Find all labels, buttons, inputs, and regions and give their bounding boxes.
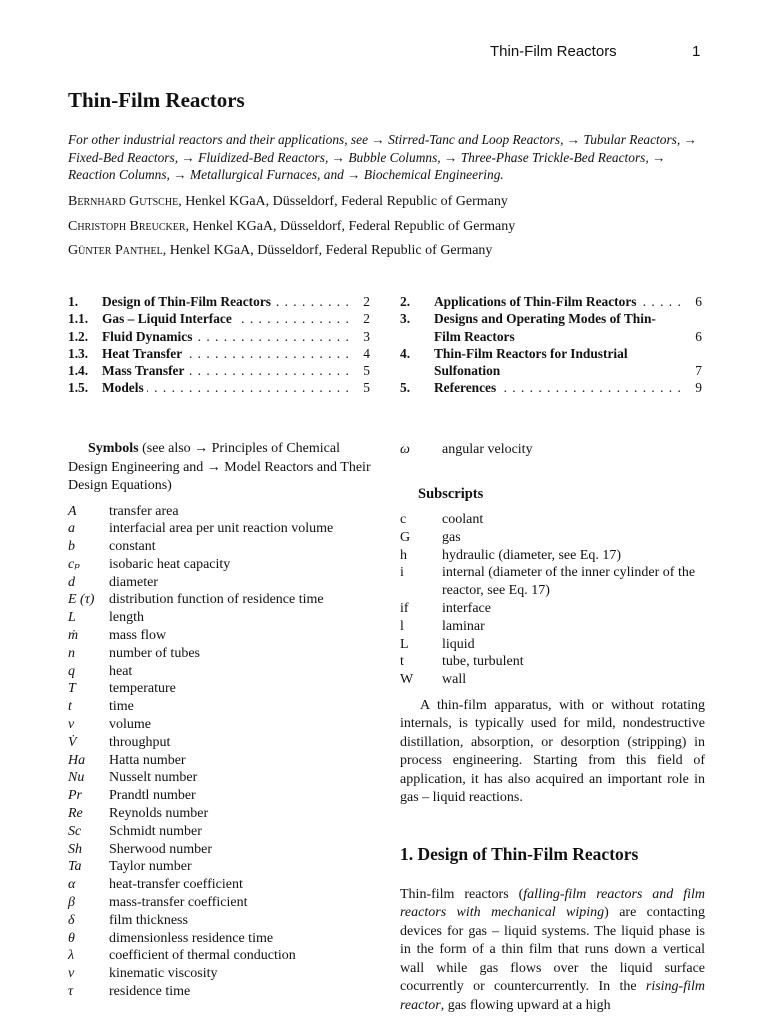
- subscript-row: [400, 511, 705, 529]
- right-column: [400, 440, 705, 1015]
- toc-title: Design of Thin-Film Reactors: [102, 294, 274, 309]
- symbol: T: [68, 681, 76, 697]
- symbol-row: [68, 663, 373, 681]
- table-of-contents-left: [68, 293, 370, 397]
- subscript-key: L: [400, 636, 409, 652]
- subscript-row: [400, 653, 705, 671]
- toc-title: Models: [102, 380, 147, 395]
- toc-page: 5: [363, 380, 370, 396]
- symbol-row: [68, 930, 373, 948]
- symbol: d: [68, 574, 75, 590]
- symbol-row: [68, 503, 373, 521]
- toc-number: 1.4.: [68, 363, 89, 379]
- symbols-see-also: (see also → Principles of Chemical Design Engineering and → Model Reactors and Their Design Equations): [68, 441, 371, 493]
- symbol-row: [68, 823, 373, 841]
- symbol-definition: Prandtl number: [109, 788, 196, 804]
- toc-title: Applications of Thin-Film Reactors: [434, 294, 639, 309]
- symbol-row: [68, 680, 373, 698]
- symbol: α: [68, 877, 76, 893]
- subscript-row: [400, 671, 705, 689]
- toc-number: 2.: [400, 294, 411, 309]
- subscript-key: i: [400, 565, 404, 581]
- toc-entry[interactable]: [68, 293, 370, 310]
- symbol-row: [68, 627, 373, 645]
- section-heading: 1. Design of Thin-Film Reactors: [400, 843, 639, 864]
- symbol: τ: [68, 984, 74, 1000]
- symbol-row: [68, 787, 373, 805]
- symbol-row: [68, 894, 373, 912]
- toc-title: Thin-Film Reactors for Industrial Sulfonation: [434, 345, 628, 379]
- subscript-list: [400, 511, 705, 689]
- symbol-row: [400, 440, 705, 459]
- symbol-definition: mass flow: [109, 628, 167, 644]
- symbol-row: [68, 609, 373, 627]
- author-line: [68, 193, 708, 218]
- symbol-row: [68, 912, 373, 930]
- subscripts-heading: Subscripts: [418, 486, 484, 502]
- symbol: δ: [68, 912, 75, 928]
- toc-page: 4: [363, 345, 370, 361]
- symbol-row: [68, 947, 373, 965]
- symbol-definition: diameter: [109, 574, 158, 590]
- running-header-title: Thin-Film Reactors: [490, 43, 617, 60]
- symbol-definition: temperature: [109, 681, 176, 697]
- emphasis-text: rising-film reactor: [400, 979, 705, 1013]
- symbol-definition: Taylor number: [109, 859, 192, 875]
- symbol-definition: Hatta number: [109, 752, 186, 768]
- symbol-definition: number of tubes: [109, 645, 200, 661]
- toc-page: 3: [363, 328, 370, 344]
- author-name: Günter Panthel: [68, 243, 163, 258]
- symbol-definition: mass-transfer coefficient: [109, 895, 248, 911]
- subscript-row: [400, 600, 705, 618]
- symbol-definition: interfacial area per unit reaction volume: [109, 521, 334, 537]
- toc-number: 1.3.: [68, 345, 89, 361]
- author-name: Christoph Breucker: [68, 218, 186, 234]
- author-list: [68, 193, 708, 267]
- symbol-definition: distribution function of residence time: [109, 592, 324, 608]
- symbol: ṁ: [68, 628, 79, 644]
- subscript-key: W: [400, 672, 414, 688]
- article-title: Thin-Film Reactors: [68, 88, 245, 112]
- text-run: Thin-film reactors (: [400, 886, 524, 902]
- body-paragraph: [400, 886, 705, 1016]
- toc-page: 7: [695, 363, 702, 379]
- table-of-contents-right: [400, 293, 702, 397]
- toc-entry[interactable]: [68, 345, 370, 362]
- symbol: L: [68, 610, 76, 626]
- symbol-row: [68, 805, 373, 823]
- subscript-key: if: [400, 600, 409, 616]
- symbol-definition: length: [109, 610, 144, 626]
- subscript-meaning: internal (diameter of the inner cylinder of the reactor, see Eq. 17): [442, 565, 696, 599]
- author-line: [68, 242, 708, 267]
- symbol-definition: heat-transfer coefficient: [109, 877, 243, 893]
- intro-cross-references: For other industrial reactors and their applications, see → Stirred-Tanc and Loop Reactors, → Tubular Reactors, → Fixed-Bed Reactors, → Fluidized-Bed Reactors, → Bubble Columns, → Three-Phase Trickle-Bed Reactors, → Reaction Columns, → Metallurgical Furnaces, and → Biochemical Engineering.: [68, 132, 697, 183]
- symbol-definition: time: [109, 699, 134, 715]
- symbol: t: [68, 699, 72, 715]
- symbol: n: [68, 645, 75, 661]
- subscript-row: [400, 618, 705, 636]
- symbol: Ta: [68, 859, 82, 875]
- body-paragraph: A thin-film apparatus, with or without rotating internals, is typically used for mild, nondestructive distillation, absorption, or desorption (stripping) in process engineering. Starting from this field of application, it has also acquired an important role in gas – liquid reactions.: [400, 697, 705, 806]
- toc-number: 1.2.: [68, 328, 89, 344]
- symbol-row: [68, 769, 373, 787]
- toc-title: Heat Transfer: [102, 346, 185, 361]
- subscript-meaning: gas: [442, 529, 461, 545]
- author-affiliation: , Henkel KGaA, Düsseldorf, Federal Republic of Germany: [178, 194, 508, 209]
- symbol: Re: [68, 806, 83, 822]
- symbol: λ: [68, 948, 75, 964]
- symbol-row: [68, 841, 373, 859]
- symbol-row: [68, 965, 373, 983]
- symbol-definition: kinematic viscosity: [109, 966, 218, 982]
- toc-entry[interactable]: [400, 310, 702, 345]
- symbol-definition: constant: [109, 539, 156, 555]
- symbol-row: [68, 538, 373, 556]
- symbol-definition: angular velocity: [442, 442, 533, 457]
- symbol: Pr: [68, 788, 82, 804]
- toc-page: 6: [695, 328, 702, 344]
- toc-page: 2: [363, 311, 370, 327]
- symbol-definition: Nusselt number: [109, 770, 198, 786]
- toc-number: 1.5.: [68, 380, 89, 396]
- author-affiliation: , Henkel KGaA, Düsseldorf, Federal Republic of Germany: [185, 218, 516, 234]
- symbol-definition: heat: [109, 663, 133, 679]
- symbol-definition: residence time: [109, 984, 191, 1000]
- symbol-row: [68, 734, 373, 752]
- toc-title: References: [434, 380, 499, 395]
- toc-number: 4.: [400, 345, 411, 361]
- subscript-key: c: [400, 512, 407, 527]
- subscript-row: [400, 636, 705, 654]
- subscript-key: G: [400, 529, 411, 545]
- subscript-row: [400, 547, 705, 565]
- text-run: , gas flowing upward at a high: [440, 997, 611, 1013]
- toc-page: 9: [695, 380, 702, 396]
- symbol-row: [68, 556, 373, 574]
- symbol-definition: Sherwood number: [109, 841, 213, 857]
- page-number: 1: [692, 43, 701, 60]
- symbol: v: [68, 717, 75, 733]
- symbol: β: [68, 895, 75, 911]
- author-name: Bernhard Gutsche: [68, 194, 179, 209]
- symbol-row: [68, 574, 373, 592]
- toc-title: Mass Transfer: [102, 363, 187, 378]
- author-line: [68, 218, 708, 243]
- subscript-meaning: tube, turbulent: [442, 654, 524, 670]
- subscript-row: [400, 529, 705, 547]
- symbol-row: [68, 591, 373, 609]
- toc-entry[interactable]: [400, 293, 702, 310]
- toc-entry[interactable]: [68, 328, 370, 345]
- symbol-definition: transfer area: [109, 503, 179, 519]
- subscript-row: [400, 564, 705, 600]
- symbol: V̇: [68, 734, 77, 750]
- symbol-row: [68, 876, 373, 894]
- author-affiliation: , Henkel KGaA, Düsseldorf, Federal Republic of Germany: [162, 243, 493, 258]
- subscript-meaning: hydraulic (diameter, see Eq. 17): [442, 547, 622, 563]
- subscript-key: l: [400, 618, 404, 634]
- symbol-definition: Schmidt number: [109, 823, 202, 839]
- toc-number: 1.1.: [68, 311, 89, 327]
- symbols-column: [68, 440, 373, 1001]
- symbol: cₚ: [68, 556, 80, 572]
- subscript-meaning: coolant: [442, 512, 484, 527]
- symbol-definition: isobaric heat capacity: [109, 556, 231, 572]
- toc-title: Fluid Dynamics: [102, 329, 195, 344]
- symbol: Sh: [68, 841, 82, 857]
- symbols-intro: [68, 440, 373, 496]
- emphasis-text: falling-film reactors and film reactors with mechanical wiping: [400, 886, 706, 921]
- subscript-meaning: wall: [442, 672, 467, 688]
- toc-entry[interactable]: [68, 362, 370, 379]
- toc-title: Gas – Liquid Interface: [102, 311, 235, 326]
- toc-page: 6: [695, 294, 702, 309]
- symbol-row: [68, 520, 373, 538]
- symbol-definition: volume: [109, 717, 151, 733]
- text-run: ) are contacting devices for gas – liquid systems. The liquid phase is in the form of a thin film that runs down a vertical wall while gas flows over the liquid surface cocurrently or countercurrently. In the: [400, 905, 705, 995]
- subscript-meaning: liquid: [442, 636, 475, 652]
- toc-entry[interactable]: [400, 379, 702, 396]
- symbol-definition: coefficient of thermal conduction: [109, 948, 296, 964]
- toc-page: 5: [363, 363, 370, 379]
- symbol-row: [68, 716, 373, 734]
- symbol: Ha: [68, 752, 86, 768]
- symbol: a: [68, 521, 75, 537]
- symbol-definition: Reynolds number: [109, 806, 209, 822]
- symbol: A: [68, 503, 77, 519]
- symbol-row: [68, 858, 373, 876]
- running-header: [0, 43, 768, 63]
- symbol-definition: dimensionless residence time: [109, 930, 274, 946]
- toc-entry[interactable]: [68, 310, 370, 327]
- symbol: ν: [68, 966, 75, 982]
- toc-title: Designs and Operating Modes of Thin-Film Reactors: [434, 311, 656, 344]
- toc-entry[interactable]: [400, 345, 702, 380]
- subscript-meaning: interface: [442, 600, 491, 616]
- symbol-list: [68, 503, 373, 1001]
- symbol: E (τ): [68, 592, 95, 608]
- symbol: Nu: [68, 770, 85, 786]
- symbol: q: [68, 663, 75, 679]
- toc-number: 3.: [400, 311, 411, 327]
- symbol: θ: [68, 930, 75, 946]
- symbol-definition: film thickness: [109, 912, 188, 928]
- symbol: Sc: [68, 823, 82, 839]
- toc-entry[interactable]: [68, 379, 370, 396]
- symbol-row: [68, 983, 373, 1001]
- subscript-key: t: [400, 654, 404, 670]
- subscript-meaning: laminar: [442, 618, 485, 634]
- toc-number: 5.: [400, 380, 411, 396]
- toc-page: 2: [363, 294, 370, 309]
- symbol-row: [68, 698, 373, 716]
- symbol-row: [68, 752, 373, 770]
- symbols-label: Symbols: [88, 441, 139, 456]
- symbol: b: [68, 539, 75, 555]
- symbol-row: [68, 645, 373, 663]
- toc-number: 1.: [68, 294, 79, 309]
- symbol: ω: [400, 442, 410, 457]
- subscript-key: h: [400, 547, 407, 563]
- symbol-definition: throughput: [109, 734, 171, 750]
